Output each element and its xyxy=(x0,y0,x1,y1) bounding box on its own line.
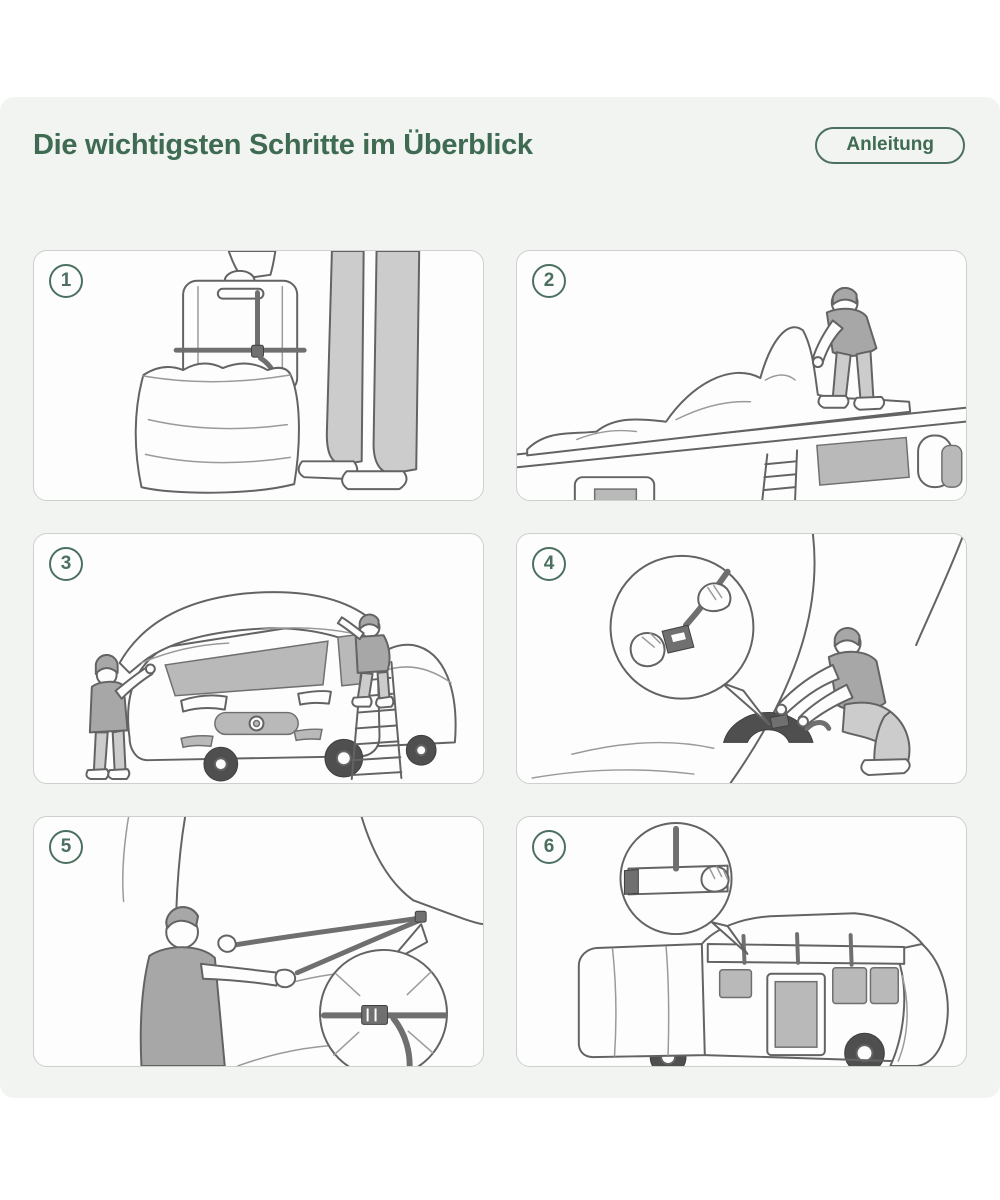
step-card-6 xyxy=(516,816,967,1067)
step-1-illustration-cover-in-storage-bag xyxy=(34,251,483,500)
step-number-badge xyxy=(532,830,566,864)
step-card-2 xyxy=(516,250,967,501)
step-card-3 xyxy=(33,533,484,784)
step-number: 6 xyxy=(543,836,555,857)
step-card-4 xyxy=(516,533,967,784)
step-number: 2 xyxy=(543,270,555,291)
step-number-badge xyxy=(49,264,83,298)
steps-grid xyxy=(33,250,967,1067)
header xyxy=(33,127,965,164)
step-number: 1 xyxy=(60,270,72,291)
step-6-illustration-covered-vehicle-roof-straps xyxy=(517,817,966,1066)
step-number: 4 xyxy=(543,553,555,574)
step-number-badge xyxy=(49,830,83,864)
anleitung-badge[interactable]: Anleitung xyxy=(815,127,965,164)
step-4-illustration-buckle-at-wheel xyxy=(517,534,966,783)
content-band xyxy=(0,97,1000,1098)
page-title: Die wichtigsten Schritte im Überblick xyxy=(33,128,533,161)
step-5-illustration-tensioning-straps xyxy=(34,817,483,1066)
step-number-badge xyxy=(49,547,83,581)
step-number-badge xyxy=(532,547,566,581)
step-3-illustration-pulling-cover-over-van xyxy=(34,534,483,783)
step-2-illustration-unfolding-on-roof xyxy=(517,251,966,500)
step-number: 3 xyxy=(60,553,72,574)
step-card-1 xyxy=(33,250,484,501)
step-card-5 xyxy=(33,816,484,1067)
step-number: 5 xyxy=(60,836,72,857)
step-number-badge xyxy=(532,264,566,298)
